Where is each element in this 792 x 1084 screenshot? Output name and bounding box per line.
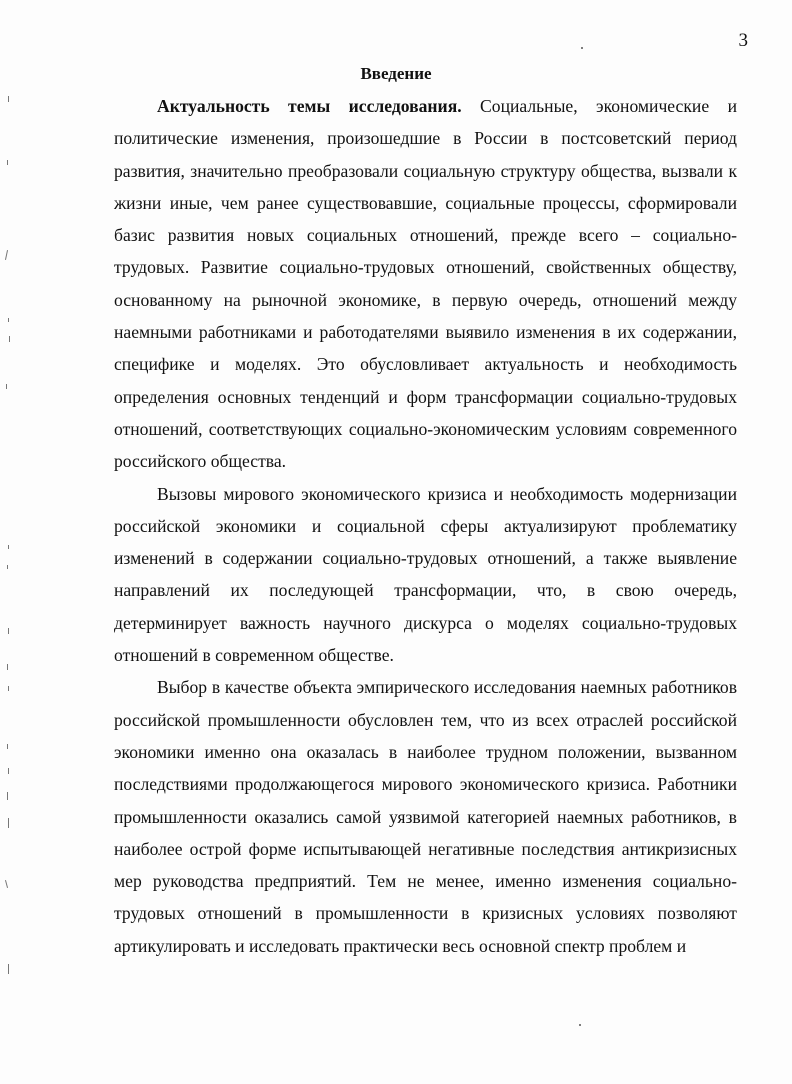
body-text bbox=[114, 90, 737, 962]
paragraph-text: Выбор в качестве объекта эмпирического исследования наемных работников российской промышленности обусловлен тем, что из всех отраслей российской экономики именно она оказалась в наиболее трудном положении, вызванном последствиями продолжающегося мирового экономического кризиса. Работники промышленности оказались самой уязвимой категорией наемных работников, в наиболее острой форме испытывающей негативные последствия антикризисных мер руководства предприятий. Тем не менее, именно изменения социально-трудовых отношений в промышленности в кризисных условиях позволяют артикулировать и исследовать практически весь основной спектр проблем и bbox=[114, 677, 737, 956]
paragraph-object bbox=[114, 671, 737, 962]
paragraph-relevance bbox=[114, 90, 737, 478]
scan-speck bbox=[581, 47, 583, 49]
paragraph-lead: Актуальность темы исследования. bbox=[157, 96, 462, 116]
section-title: Введение bbox=[360, 64, 432, 83]
paragraph-crisis bbox=[114, 478, 737, 672]
scan-margin-marks bbox=[2, 0, 16, 1084]
paragraph-text: Социальные, экономические и политические изменения, произошедшие в России в постсоветский период развития, значительно преобразовали социальную структуру общества, вызвали к жизни иные, чем ранее существовавшие, социальные процессы, сформировали базис развития новых социальных отношений, прежде всего – социально-трудовых. Развитие социально-трудовых отношений, свойственных обществу, основанному на рыночной экономике, в первую очередь, отношений между наемными работниками и работодателями выявило изменения в их содержании, специфике и моделях. Это обусловливает актуальность и необходимость определения основных тенденций и форм трансформации социально-трудовых отношений, соответствующих социально-экономическим условиям современного российского общества. bbox=[114, 96, 737, 472]
paragraph-text: Вызовы мирового экономического кризиса и необходимость модернизации российской экономики и социальной сферы актуализируют проблематику изменений в содержании социально-трудовых отношений, а также выявление направлений их последующей трансформации, что, в свою очередь, детерминирует важность научного дискурса о моделях социально-трудовых отношений в современном обществе. bbox=[114, 483, 737, 666]
page-number: 3 bbox=[738, 30, 748, 51]
scan-speck bbox=[579, 1024, 581, 1026]
